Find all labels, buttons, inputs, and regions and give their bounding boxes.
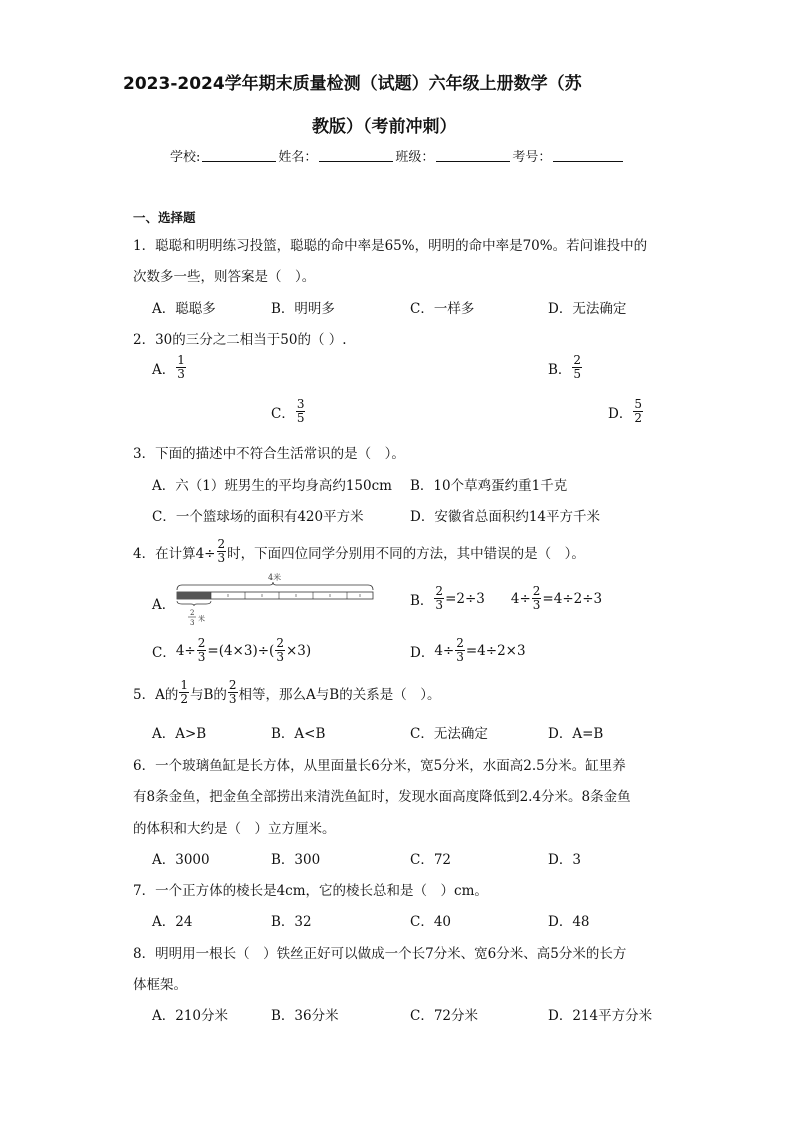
q8-option-a[interactable]: A．210分米 <box>152 1008 229 1024</box>
q1-option-b[interactable]: B．明明多 <box>271 301 335 317</box>
name-label: 姓名： <box>278 150 318 165</box>
number-label: 考号： <box>512 150 552 165</box>
q1-option-a[interactable]: A．聪聪多 <box>152 301 216 317</box>
q4-stem <box>133 538 585 565</box>
expression: =(4×3)÷( <box>207 642 275 659</box>
q2-stem: 2．30的三分之二相当于50的（ ）. <box>133 332 347 348</box>
expression: 4÷ <box>175 642 196 659</box>
denominator: 3 <box>435 598 444 612</box>
numerator: 1 <box>180 678 188 692</box>
denominator: 3 <box>276 650 284 664</box>
fraction <box>532 585 542 612</box>
q5-option-b[interactable]: B．A<B <box>271 726 326 742</box>
numerator: 2 <box>435 584 444 598</box>
fraction <box>275 637 285 664</box>
q6-option-b[interactable]: B．300 <box>271 852 321 868</box>
q8-option-d[interactable]: D．214平方分米 <box>548 1008 653 1024</box>
q6-stem-line-1: 6．一个玻璃鱼缸是长方体，从里面量长6分米，宽5分米，水面高2.5分米。缸里养 <box>133 758 626 774</box>
option-label: B． <box>410 592 434 609</box>
fraction <box>455 637 465 664</box>
option-label: C． <box>152 644 176 661</box>
denominator: 5 <box>296 411 305 425</box>
numerator: 3 <box>296 397 305 411</box>
q8-stem-line-2: 体框架。 <box>133 977 187 993</box>
numerator: 2 <box>456 636 464 650</box>
expression: 4÷ <box>434 642 455 659</box>
q7-option-b[interactable]: B．32 <box>271 914 312 930</box>
q7-option-c[interactable]: C．40 <box>410 914 452 930</box>
q6-option-c[interactable]: C．72 <box>410 852 452 868</box>
q6-option-a[interactable]: A．3000 <box>152 852 210 868</box>
stem-text: 5．A的 <box>133 686 179 703</box>
fraction <box>434 585 444 612</box>
stem-text: 与B的 <box>189 686 227 703</box>
expression: =2÷3 <box>445 590 485 607</box>
q2-option-c[interactable] <box>271 398 306 425</box>
stem-text: 相等，那么A与B的关系是（ ）。 <box>238 686 441 703</box>
q5-option-a[interactable]: A．A>B <box>152 726 207 742</box>
fraction <box>217 538 227 565</box>
q2-option-d[interactable] <box>608 398 644 425</box>
q5-option-d[interactable]: D．A=B <box>548 726 604 742</box>
q4-option-b[interactable] <box>410 585 602 612</box>
q3-option-d[interactable]: D．安徽省总面积约14平方千米 <box>410 509 601 525</box>
total-length-brace <box>177 582 373 590</box>
q6-stem-line-2: 有8条金鱼，把金鱼全部捞出来清洗鱼缸时，发现水面高度降低到2.4分米。8条金鱼 <box>133 789 631 805</box>
expression: 4÷ <box>510 590 531 607</box>
part-numerator: 2 <box>190 609 195 617</box>
part-unit: 米 <box>198 615 205 623</box>
fraction <box>176 354 186 381</box>
q4-line-segment-diagram <box>172 570 378 632</box>
denominator: 3 <box>217 551 226 565</box>
fraction <box>197 637 207 664</box>
q2-option-a[interactable] <box>152 354 187 381</box>
expression: =4÷2×3 <box>465 642 526 659</box>
fraction <box>633 398 643 425</box>
page-title-line-2: 教版）（考前冲刺） <box>312 117 457 137</box>
option-label: A． <box>152 361 176 378</box>
denominator: 3 <box>532 598 541 612</box>
option-label: D． <box>410 644 435 661</box>
q6-option-d[interactable]: D．3 <box>548 852 581 868</box>
q1-option-d[interactable]: D．无法确定 <box>548 301 627 317</box>
q7-stem: 7．一个正方体的棱长是4cm，它的棱长总和是（ ）cm。 <box>133 883 488 899</box>
part-brace <box>177 601 211 606</box>
q3-option-a[interactable]: A．六（1）班男生的平均身高约150cm <box>152 478 392 494</box>
numerator: 2 <box>197 636 206 650</box>
denominator: 3 <box>456 650 464 664</box>
school-blank[interactable] <box>202 149 276 162</box>
numerator: 2 <box>573 353 582 367</box>
q8-option-c[interactable]: C．72分米 <box>410 1008 479 1024</box>
student-info-row <box>170 146 625 165</box>
q4-option-d[interactable] <box>410 637 526 664</box>
q8-stem-line-1: 8．明明用一根长（ ）铁丝正好可以做成一个长7分米、宽6分米、高5分米的长方 <box>133 946 627 962</box>
option-label: B． <box>548 361 572 378</box>
part-denominator: 3 <box>190 619 195 627</box>
denominator: 2 <box>634 411 642 425</box>
q2-option-b[interactable] <box>548 354 583 381</box>
fraction <box>572 354 582 381</box>
numerator: 5 <box>634 397 642 411</box>
option-label: C． <box>271 405 295 422</box>
page-title-line-1: 2023-2024学年期末质量检测（试题）六年级上册数学（苏 <box>123 74 582 94</box>
q7-option-a[interactable]: A．24 <box>152 914 193 930</box>
fraction <box>296 398 306 425</box>
q1-stem-line-1: 1．聪聪和明明练习投篮，聪聪的命中率是65%，明明的命中率是70%。若问谁投中的 <box>133 238 648 254</box>
denominator: 2 <box>180 692 188 706</box>
q4-option-a-label[interactable]: A． <box>152 597 176 613</box>
section-title: 一、选择题 <box>133 210 196 225</box>
class-label: 班级： <box>395 150 435 165</box>
fraction <box>179 679 189 706</box>
numerator: 2 <box>276 636 284 650</box>
denominator: 5 <box>573 367 582 381</box>
numerator: 1 <box>177 353 185 367</box>
q1-option-c[interactable]: C．一样多 <box>410 301 475 317</box>
numerator: 2 <box>228 678 237 692</box>
q5-stem <box>133 679 440 706</box>
name-blank[interactable] <box>319 149 393 162</box>
numerator: 2 <box>217 537 226 551</box>
class-blank[interactable] <box>436 149 510 162</box>
total-length-label: 4米 <box>268 573 282 582</box>
q6-stem-line-3: 的体积和大约是（ ）立方厘米。 <box>133 821 336 837</box>
shaded-part <box>177 592 211 599</box>
expression: ×3) <box>285 642 312 659</box>
denominator: 3 <box>197 650 206 664</box>
denominator: 3 <box>177 367 185 381</box>
stem-text: 4．在计算4÷ <box>133 545 216 562</box>
option-label: D． <box>608 405 633 422</box>
q3-stem: 3．下面的描述中不符合生活常识的是（ ）。 <box>133 446 405 462</box>
q3-option-c[interactable]: C．一个篮球场的面积有420平方米 <box>152 509 364 525</box>
q8-option-b[interactable]: B．36分米 <box>271 1008 339 1024</box>
denominator: 3 <box>228 692 237 706</box>
stem-text: 时，下面四位同学分别用不同的方法，其中错误的是（ ）。 <box>227 545 585 562</box>
q4-option-c[interactable] <box>152 637 311 664</box>
q3-option-b[interactable]: B．10个草鸡蛋约重1千克 <box>410 478 568 494</box>
numerator: 2 <box>532 584 541 598</box>
school-label: 学校: <box>170 150 201 165</box>
expression: =4÷2÷3 <box>542 590 603 607</box>
number-blank[interactable] <box>553 149 623 162</box>
q7-option-d[interactable]: D．48 <box>548 914 590 930</box>
fraction <box>228 679 238 706</box>
q5-option-c[interactable]: C．无法确定 <box>410 726 488 742</box>
q1-stem-line-2: 次数多一些，则答案是（ ）。 <box>133 269 316 285</box>
